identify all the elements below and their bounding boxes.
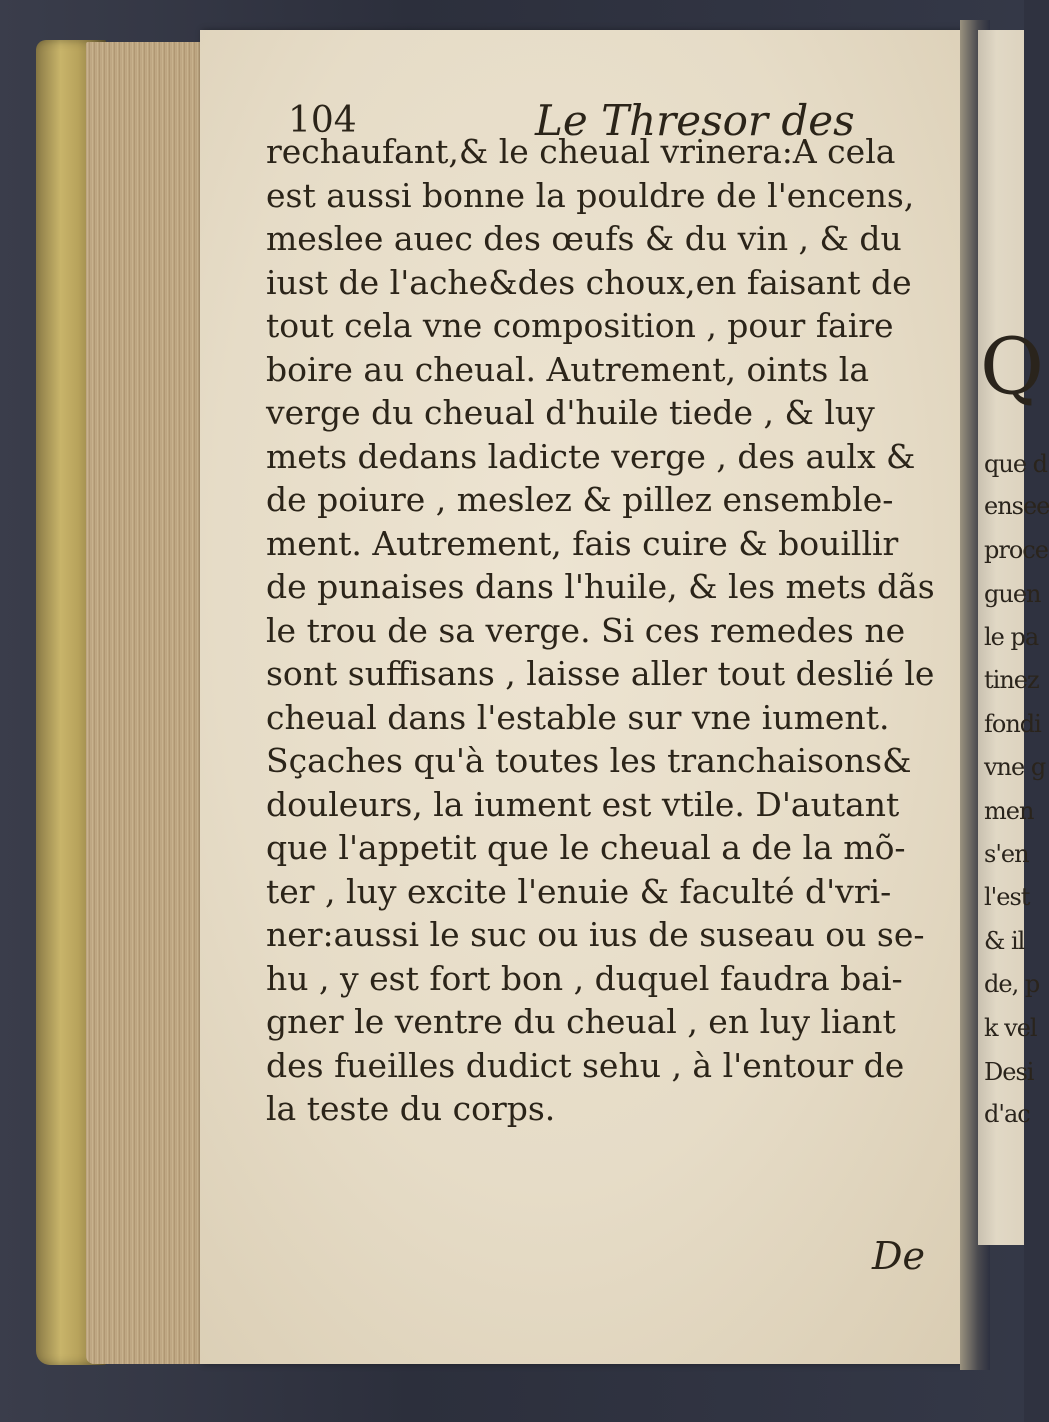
facing-text-fragment: k vel: [984, 1014, 1037, 1042]
text-line: rechaufant,& le cheual vrinera:A cela: [266, 132, 896, 171]
facing-text-fragment: le pa: [984, 623, 1039, 651]
text-line: le trou de sa verge. Si ces remedes ne: [266, 610, 906, 650]
text-line: tout cela vne composition , pour faire: [266, 306, 894, 345]
text-line: ter , luy excite l'enuie & faculté d'vri-: [266, 871, 892, 911]
text-line: meslee auec des œufs & du vin , & du: [266, 219, 902, 258]
text-line: des fueilles dudict sehu , à l'entour de: [266, 1045, 905, 1085]
facing-text-fragment: que d: [984, 450, 1048, 478]
facing-text-fragment: fondi: [984, 710, 1041, 738]
facing-text-fragment: s'en: [984, 840, 1029, 868]
text-line: Sçaches qu'à toutes les tranchaisons&: [266, 741, 912, 780]
text-line: ner:aussi le suc ou ius de suseau ou se-: [266, 915, 925, 954]
text-line: est aussi bonne la pouldre de l'encens,: [266, 175, 915, 215]
text-line: ment. Autrement, fais cuire & bouillir: [266, 523, 899, 563]
catchword: De: [872, 1234, 925, 1278]
facing-text-fragment: & il: [984, 927, 1025, 955]
body-text: [266, 130, 956, 1131]
facing-text-fragment: proce: [984, 536, 1048, 564]
text-line: de punaises dans l'huile, & les mets dãs: [266, 567, 935, 606]
page-number: 104: [288, 100, 357, 141]
text-line: de poiure , meslez & pillez ensemble-: [266, 480, 894, 519]
text-line: iust de l'ache&des choux,en faisant de: [266, 262, 912, 302]
text-line: la teste du corps.: [266, 1089, 556, 1128]
facing-text-fragment: guen: [984, 580, 1041, 608]
page-edges: [86, 42, 211, 1364]
text-line: que l'appetit que le cheual a de la mõ-: [266, 828, 906, 867]
left-page: [200, 30, 972, 1364]
facing-text-fragment: de, p: [984, 970, 1040, 998]
drop-cap-initial: Q: [980, 322, 1044, 412]
text-line: mets dedans ladicte verge , des aulx &: [266, 436, 916, 476]
facing-text-fragment: d'ac: [984, 1100, 1030, 1128]
text-line: gner le ventre du cheual , en luy liant: [266, 1002, 896, 1041]
facing-text-fragment: vne g: [984, 753, 1046, 781]
facing-text-fragment: tinez: [984, 666, 1039, 694]
text-line: douleurs, la iument est vtile. D'autant: [266, 784, 900, 824]
facing-text-fragment: l'est: [984, 883, 1030, 911]
text-line: sont suffisans , laisse aller tout deslié le: [266, 654, 935, 693]
text-line: cheual dans l'estable sur vne iument.: [266, 697, 890, 737]
text-line: hu , y est fort bon , duquel faudra bai-: [266, 958, 903, 998]
facing-page-edge: [978, 30, 1049, 1245]
facing-text-fragment: ensee: [984, 492, 1049, 520]
facing-text-fragment: Desi: [984, 1058, 1034, 1086]
page-header: [200, 70, 972, 145]
text-line: boire au cheual. Autrement, oints la: [266, 349, 870, 389]
facing-text-fragment: men: [984, 797, 1034, 825]
text-line: verge du cheual d'huile tiede , & luy: [266, 393, 875, 432]
running-head: Le Thresor des: [535, 96, 855, 145]
